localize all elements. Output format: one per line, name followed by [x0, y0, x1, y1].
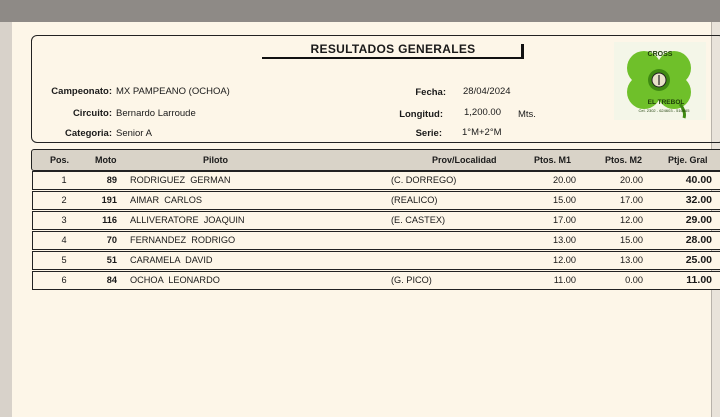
- logo-top-text: CROSS: [647, 51, 673, 58]
- prov-cell: (C. DORREGO): [391, 175, 457, 185]
- clover-logo-icon: [614, 42, 706, 120]
- moto-cell: 89: [106, 175, 117, 185]
- m2-cell: 12.00: [620, 215, 643, 225]
- header-m2: Ptos. M2: [605, 155, 643, 165]
- longitud-unit: Mts.: [518, 109, 536, 120]
- prov-cell: (G. PICO): [391, 275, 432, 285]
- piloto-cell: OCHOA LEONARDO: [130, 275, 220, 285]
- title-underline: [262, 57, 524, 59]
- header-piloto: Piloto: [203, 155, 228, 165]
- piloto-cell: RODRIGUEZ GERMAN: [130, 175, 231, 185]
- header-moto: Moto: [95, 155, 117, 165]
- header-prov: Prov/Localidad: [432, 155, 497, 165]
- photo-background-left: [0, 22, 12, 417]
- moto-cell: 70: [106, 235, 117, 245]
- total-cell: 11.00: [686, 274, 712, 286]
- moto-cell: 191: [101, 195, 117, 205]
- campeonato-value: MX PAMPEANO (OCHOA): [116, 86, 230, 97]
- cross-el-trebol-logo: [614, 42, 706, 120]
- total-cell: 28.00: [685, 234, 712, 246]
- logo-small-text: Cel. 2302 - 624603 - 516665: [638, 108, 690, 113]
- fecha-label: Fecha:: [415, 87, 446, 98]
- categoria-label: Categoria:: [65, 128, 112, 139]
- piloto-cell: FERNANDEZ RODRIGO: [130, 235, 236, 245]
- piloto-cell: AIMAR CARLOS: [130, 195, 202, 205]
- m1-cell: 12.00: [553, 255, 576, 265]
- prov-cell: (E. CASTEX): [391, 215, 446, 225]
- pos-cell: 2: [61, 195, 67, 205]
- total-cell: 25.00: [685, 254, 712, 266]
- pos-cell: 6: [61, 275, 67, 285]
- pos-cell: 4: [61, 235, 67, 245]
- moto-cell: 84: [106, 275, 117, 285]
- categoria-value: Senior A: [116, 128, 152, 139]
- m2-cell: 15.00: [620, 235, 643, 245]
- m1-cell: 20.00: [553, 175, 576, 185]
- piloto-cell: ALLIVERATORE JOAQUIN: [130, 215, 245, 225]
- m2-cell: 20.00: [620, 175, 643, 185]
- circuito-label: Circuito:: [72, 108, 112, 119]
- serie-value: 1°M+2°M: [462, 127, 502, 138]
- serie-label: Serie:: [415, 128, 442, 139]
- total-cell: 29.00: [685, 214, 712, 226]
- circuito-value: Bernardo Larroude: [116, 108, 196, 119]
- total-cell: 32.00: [685, 194, 712, 206]
- m2-cell: 13.00: [620, 255, 643, 265]
- moto-cell: 51: [106, 255, 117, 265]
- m1-cell: 13.00: [553, 235, 576, 245]
- piloto-cell: CARAMELA DAVID: [130, 255, 213, 265]
- header-m1: Ptos. M1: [534, 155, 572, 165]
- title-bracket: [521, 44, 524, 59]
- logo-bottom-text: EL TREBOL: [647, 99, 685, 106]
- longitud-label: Longitud:: [399, 109, 443, 120]
- header-pos: Pos.: [50, 155, 70, 165]
- header-total: Ptje. Gral: [668, 155, 708, 165]
- m1-cell: 15.00: [553, 195, 576, 205]
- report-title: RESULTADOS GENERALES: [310, 42, 476, 56]
- pos-cell: 1: [61, 175, 67, 185]
- moto-cell: 116: [102, 215, 117, 225]
- m2-cell: 0.00: [625, 275, 643, 285]
- prov-cell: (REALICO): [391, 195, 438, 205]
- campeonato-label: Campeonato:: [51, 86, 112, 97]
- fecha-value: 28/04/2024: [463, 86, 511, 97]
- pos-cell: 5: [61, 255, 67, 265]
- total-cell: 40.00: [685, 174, 712, 186]
- m1-cell: 11.00: [553, 275, 576, 285]
- photo-background-top: [0, 0, 720, 22]
- pos-cell: 3: [61, 215, 67, 225]
- longitud-value: 1,200.00: [464, 107, 501, 118]
- m2-cell: 17.00: [620, 195, 643, 205]
- m1-cell: 17.00: [553, 215, 576, 225]
